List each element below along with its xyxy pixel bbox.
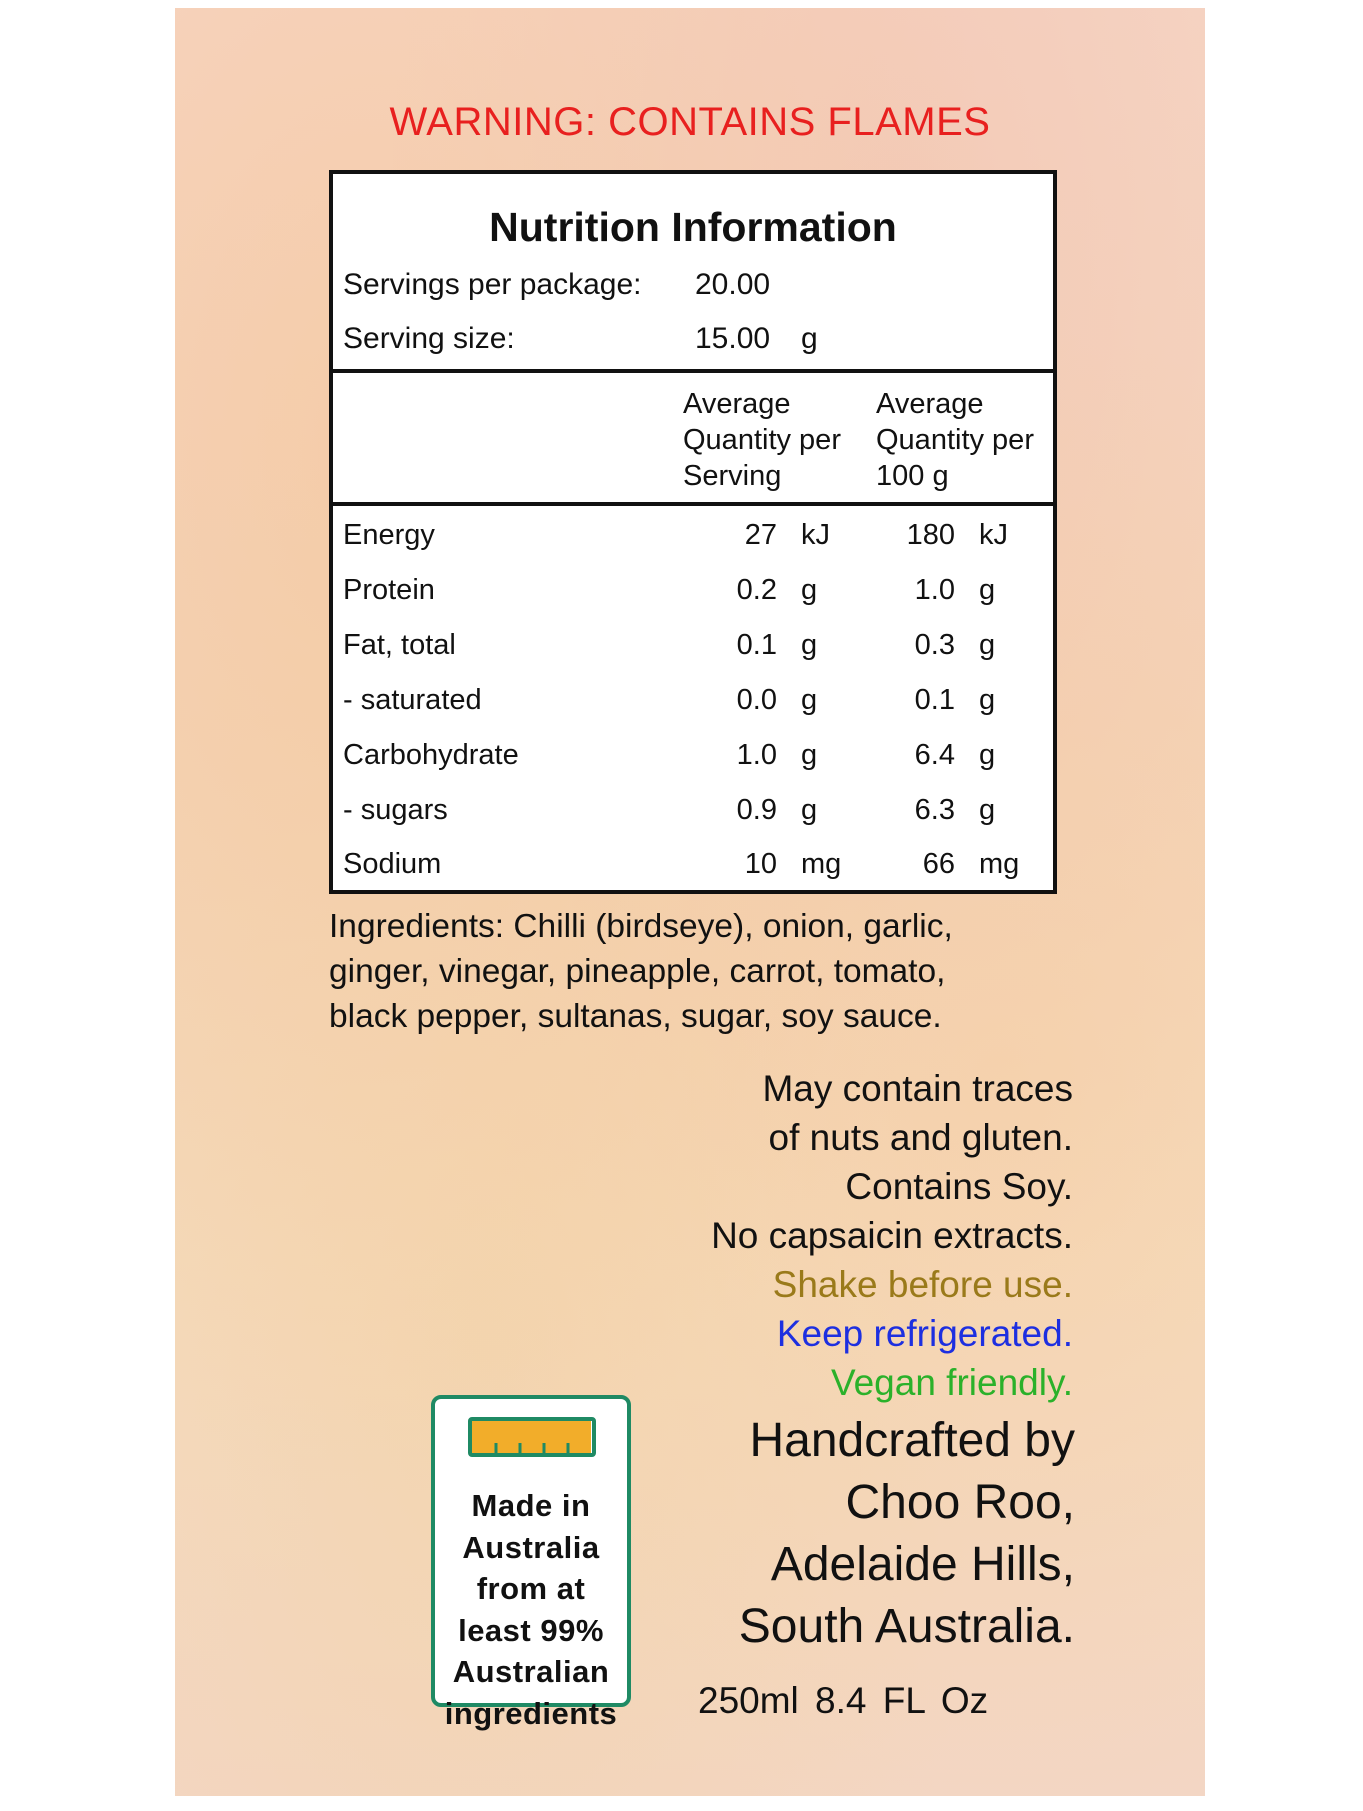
serving-size-unit: g xyxy=(801,322,818,355)
per-100g-unit: g xyxy=(979,739,996,771)
per-serving-unit: g xyxy=(801,574,818,606)
serving-size-value: 15.00 xyxy=(695,322,771,355)
header-line: Quantity per xyxy=(683,424,841,456)
servings-label: Servings per package: xyxy=(343,268,642,301)
per-100g-value: 0.3 xyxy=(914,629,955,661)
column-header-per-serving xyxy=(683,386,841,494)
nutrition-title: Nutrition Information xyxy=(489,204,897,250)
per-serving-value: 10 xyxy=(744,848,777,880)
nutrient-name: Sodium xyxy=(343,848,442,880)
servings-value: 20.00 xyxy=(695,268,771,301)
divider xyxy=(333,502,1053,506)
badge-text xyxy=(435,1485,627,1734)
nutrient-row xyxy=(333,739,1053,779)
per-serving-value: 0.1 xyxy=(736,629,777,661)
nutrient-name: Carbohydrate xyxy=(343,739,519,771)
per-serving-unit: g xyxy=(801,794,818,826)
serving-size-label: Serving size: xyxy=(343,322,515,355)
per-serving-value: 27 xyxy=(744,519,777,551)
per-100g-value: 180 xyxy=(906,519,955,551)
nutrient-name: - sugars xyxy=(343,794,448,826)
per-100g-value: 0.1 xyxy=(914,684,955,716)
nutrient-name: - saturated xyxy=(343,684,482,716)
maker-line: Choo Roo, xyxy=(845,1476,1075,1529)
nutrient-row xyxy=(333,519,1053,559)
per-serving-unit: mg xyxy=(801,848,842,880)
warning-text: WARNING: CONTAINS FLAMES xyxy=(389,100,991,144)
allergen-notes xyxy=(711,1064,1073,1407)
per-100g-value: 6.3 xyxy=(914,794,955,826)
maker-line: South Australia. xyxy=(738,1600,1075,1653)
maker-line: Handcrafted by xyxy=(749,1414,1075,1467)
badge-line: ingredients xyxy=(444,1695,618,1731)
per-100g-unit: kJ xyxy=(979,519,1008,551)
note-line: No capsaicin extracts. xyxy=(711,1215,1073,1256)
header-line: Average xyxy=(876,388,984,420)
nutrient-row xyxy=(333,684,1053,724)
header-line: Quantity per xyxy=(876,424,1034,456)
ingredients-line: black pepper, sultanas, sugar, soy sauce. xyxy=(329,998,942,1035)
shake-note: Shake before use. xyxy=(772,1264,1073,1305)
maker-text xyxy=(739,1410,1075,1658)
per-100g-unit: g xyxy=(979,794,996,826)
refrigerate-note: Keep refrigerated. xyxy=(776,1313,1073,1354)
note-line: of nuts and gluten. xyxy=(768,1117,1073,1158)
per-100g-value: 6.4 xyxy=(914,739,955,771)
nutrient-name: Energy xyxy=(343,519,435,551)
maker-line: Adelaide Hills, xyxy=(770,1538,1075,1591)
ingredients-text xyxy=(329,904,1089,1039)
per-100g-unit: g xyxy=(979,684,996,716)
australian-content-bar-icon xyxy=(468,1417,596,1457)
per-serving-unit: g xyxy=(801,684,818,716)
nutrient-row xyxy=(333,574,1053,614)
per-100g-unit: g xyxy=(979,629,996,661)
bar-ticks xyxy=(472,1439,592,1453)
nutrient-row xyxy=(333,848,1053,888)
per-serving-value: 0.0 xyxy=(736,684,777,716)
nutrient-row xyxy=(333,794,1053,834)
per-serving-value: 0.9 xyxy=(736,794,777,826)
nutrient-name: Fat, total xyxy=(343,629,456,661)
made-in-australia-badge xyxy=(431,1395,631,1731)
divider xyxy=(333,369,1053,373)
note-line: May contain traces xyxy=(762,1068,1073,1109)
ingredients-line: ginger, vinegar, pineapple, carrot, tomato, xyxy=(329,953,946,990)
vegan-note: Vegan friendly. xyxy=(830,1362,1073,1403)
badge-line: from at xyxy=(476,1571,586,1606)
badge-line: Australia xyxy=(462,1529,600,1565)
per-serving-unit: g xyxy=(801,629,818,661)
header-line: Average xyxy=(683,388,791,420)
per-serving-value: 1.0 xyxy=(736,739,777,771)
per-100g-value: 66 xyxy=(922,848,955,880)
header-line: Serving xyxy=(683,460,782,492)
ingredients-line: Ingredients: Chilli (birdseye), onion, garlic, xyxy=(329,908,953,945)
per-serving-unit: kJ xyxy=(801,519,830,551)
column-header-per-100g xyxy=(876,386,1034,494)
header-line: 100 g xyxy=(876,460,949,492)
note-line: Contains Soy. xyxy=(845,1166,1073,1207)
badge-line: least 99% xyxy=(458,1612,604,1648)
volume-text: 250ml 8.4 FL Oz xyxy=(698,1680,989,1721)
per-100g-unit: g xyxy=(979,574,996,606)
nutrient-row xyxy=(333,629,1053,669)
badge-line: Made in xyxy=(471,1488,591,1523)
product-label xyxy=(175,8,1205,1796)
badge-line: Australian xyxy=(452,1654,610,1689)
nutrient-name: Protein xyxy=(343,574,435,606)
per-100g-unit: mg xyxy=(979,848,1020,880)
nutrition-panel xyxy=(329,170,1057,894)
per-serving-value: 0.2 xyxy=(736,574,777,606)
per-100g-value: 1.0 xyxy=(914,574,955,606)
per-serving-unit: g xyxy=(801,739,818,771)
